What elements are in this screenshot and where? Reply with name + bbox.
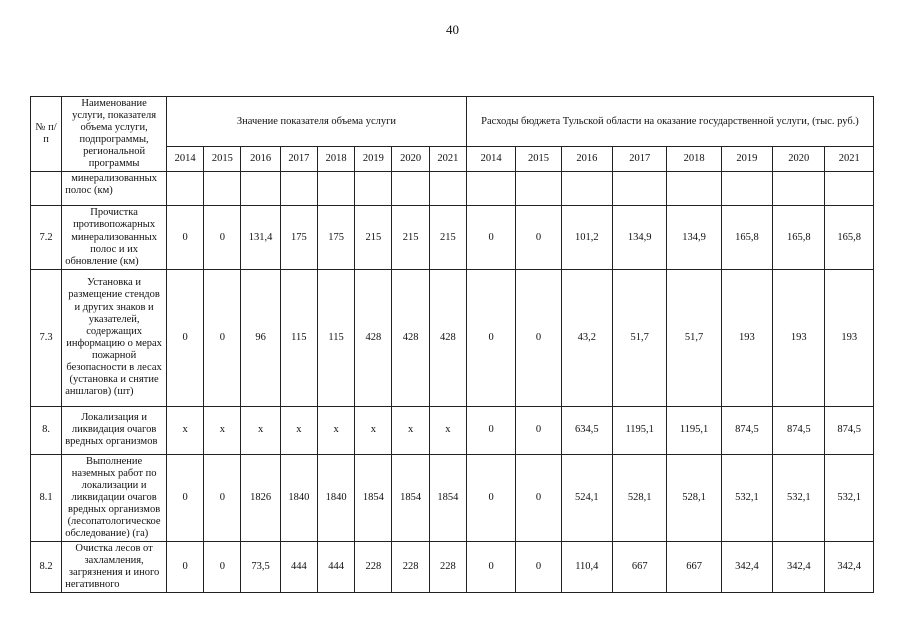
- volume-value-cell: х: [392, 406, 429, 454]
- volume-value-cell: 1854: [429, 454, 466, 541]
- volume-value-cell: 115: [317, 269, 354, 406]
- volume-value-cell: 0: [204, 206, 241, 269]
- volume-value-cell: х: [355, 406, 392, 454]
- budget-value-cell: 532,1: [721, 454, 772, 541]
- budget-value-cell: 667: [613, 542, 667, 593]
- volume-value-cell: 0: [166, 454, 203, 541]
- header-budget-year: 2019: [721, 147, 772, 172]
- budget-value-cell: 342,4: [773, 542, 825, 593]
- volume-value-cell: 428: [392, 269, 429, 406]
- budget-value-cell: 524,1: [561, 454, 612, 541]
- data-table: [30, 96, 874, 593]
- volume-value-cell: 428: [355, 269, 392, 406]
- budget-value-cell: 342,4: [825, 542, 874, 593]
- budget-value-cell: 0: [466, 542, 515, 593]
- volume-value-cell: [241, 172, 280, 206]
- budget-value-cell: 532,1: [773, 454, 825, 541]
- page-number: 40: [446, 22, 459, 37]
- volume-value-cell: [204, 172, 241, 206]
- volume-value-cell: [280, 172, 317, 206]
- header-volume-group: Значение показателя объема услуги: [166, 97, 466, 147]
- budget-value-cell: 342,4: [721, 542, 772, 593]
- budget-value-cell: [825, 172, 874, 206]
- volume-value-cell: 1840: [317, 454, 354, 541]
- budget-value-cell: 0: [516, 269, 561, 406]
- budget-value-cell: [721, 172, 772, 206]
- header-volume-year: 2018: [317, 147, 354, 172]
- budget-value-cell: 134,9: [667, 206, 721, 269]
- volume-value-cell: 215: [355, 206, 392, 269]
- volume-value-cell: 1854: [392, 454, 429, 541]
- volume-value-cell: х: [204, 406, 241, 454]
- budget-value-cell: 667: [667, 542, 721, 593]
- volume-value-cell: 228: [392, 542, 429, 593]
- volume-value-cell: [166, 172, 203, 206]
- row-name: Выполнение наземных работ по локализации и ликвидации очагов вредных организмов (лесопатологическое обследование) (га): [62, 454, 167, 541]
- row-number: 8.1: [31, 454, 62, 541]
- header-num: № п/п: [31, 97, 62, 172]
- volume-value-cell: 215: [392, 206, 429, 269]
- budget-value-cell: [613, 172, 667, 206]
- table-row: [31, 206, 874, 269]
- volume-value-cell: 215: [429, 206, 466, 269]
- volume-value-cell: 0: [204, 542, 241, 593]
- header-volume-year: 2016: [241, 147, 280, 172]
- volume-value-cell: 228: [429, 542, 466, 593]
- budget-value-cell: 0: [516, 206, 561, 269]
- row-name: Прочистка противопожарных минерализованных полос и их обновление (км): [62, 206, 167, 269]
- volume-value-cell: 175: [280, 206, 317, 269]
- header-budget-year: 2015: [516, 147, 561, 172]
- volume-value-cell: 175: [317, 206, 354, 269]
- budget-value-cell: 532,1: [825, 454, 874, 541]
- volume-value-cell: х: [166, 406, 203, 454]
- volume-value-cell: [317, 172, 354, 206]
- budget-value-cell: 528,1: [667, 454, 721, 541]
- budget-value-cell: 51,7: [667, 269, 721, 406]
- budget-value-cell: [561, 172, 612, 206]
- table-row: [31, 172, 874, 206]
- row-name: минерализованных полос (км): [62, 172, 167, 206]
- budget-value-cell: [667, 172, 721, 206]
- volume-value-cell: 96: [241, 269, 280, 406]
- budget-value-cell: 874,5: [825, 406, 874, 454]
- header-volume-year: 2015: [204, 147, 241, 172]
- volume-value-cell: [355, 172, 392, 206]
- budget-value-cell: 165,8: [825, 206, 874, 269]
- row-number: [31, 172, 62, 206]
- volume-value-cell: 444: [280, 542, 317, 593]
- budget-value-cell: 193: [721, 269, 772, 406]
- header-volume-year: 2014: [166, 147, 203, 172]
- budget-value-cell: [466, 172, 515, 206]
- header-volume-year: 2017: [280, 147, 317, 172]
- budget-value-cell: 51,7: [613, 269, 667, 406]
- volume-value-cell: 0: [166, 269, 203, 406]
- volume-value-cell: 0: [166, 542, 203, 593]
- table-body: [31, 172, 874, 593]
- row-number: 7.3: [31, 269, 62, 406]
- volume-value-cell: 131,4: [241, 206, 280, 269]
- budget-value-cell: 874,5: [721, 406, 772, 454]
- row-number: 8.: [31, 406, 62, 454]
- header-budget-group: Расходы бюджета Тульской области на оказание государственной услуги, (тыс. руб.): [466, 97, 873, 147]
- header-budget-year: 2016: [561, 147, 612, 172]
- volume-value-cell: 1840: [280, 454, 317, 541]
- budget-value-cell: 193: [773, 269, 825, 406]
- budget-value-cell: 1195,1: [613, 406, 667, 454]
- header-budget-year: 2020: [773, 147, 825, 172]
- budget-value-cell: [773, 172, 825, 206]
- table-row: [31, 269, 874, 406]
- header-budget-year: 2017: [613, 147, 667, 172]
- volume-value-cell: х: [317, 406, 354, 454]
- header-budget-year: 2018: [667, 147, 721, 172]
- header-budget-year: 2021: [825, 147, 874, 172]
- volume-value-cell: 444: [317, 542, 354, 593]
- budget-value-cell: 101,2: [561, 206, 612, 269]
- volume-value-cell: 428: [429, 269, 466, 406]
- volume-value-cell: 115: [280, 269, 317, 406]
- budget-value-cell: 0: [466, 454, 515, 541]
- budget-value-cell: 0: [466, 269, 515, 406]
- volume-value-cell: 228: [355, 542, 392, 593]
- budget-value-cell: 0: [516, 406, 561, 454]
- volume-value-cell: [392, 172, 429, 206]
- row-number: 8.2: [31, 542, 62, 593]
- budget-value-cell: 0: [516, 454, 561, 541]
- volume-value-cell: х: [280, 406, 317, 454]
- budget-value-cell: 0: [466, 406, 515, 454]
- budget-value-cell: 134,9: [613, 206, 667, 269]
- budget-value-cell: 165,8: [721, 206, 772, 269]
- volume-value-cell: 1826: [241, 454, 280, 541]
- header-budget-year: 2014: [466, 147, 515, 172]
- budget-value-cell: 193: [825, 269, 874, 406]
- budget-value-cell: 165,8: [773, 206, 825, 269]
- volume-value-cell: х: [241, 406, 280, 454]
- row-name: Очистка лесов от захламления, загрязнения и иного негативного: [62, 542, 167, 593]
- row-name: Локализация и ликвидация очагов вредных организмов: [62, 406, 167, 454]
- budget-value-cell: 43,2: [561, 269, 612, 406]
- budget-value-cell: 110,4: [561, 542, 612, 593]
- budget-value-cell: 874,5: [773, 406, 825, 454]
- row-name: Установка и размещение стендов и других знаков и указателей, содержащих информацию о мерах пожарной безопасности в лесах (установка и снятие аншлагов) (шт): [62, 269, 167, 406]
- header-volume-year: 2019: [355, 147, 392, 172]
- volume-value-cell: 0: [204, 269, 241, 406]
- row-number: 7.2: [31, 206, 62, 269]
- volume-value-cell: 1854: [355, 454, 392, 541]
- header-name: Наименование услуги, показателя объема услуги, подпрограммы, региональной программы: [62, 97, 167, 172]
- budget-value-cell: 634,5: [561, 406, 612, 454]
- volume-value-cell: 0: [204, 454, 241, 541]
- budget-value-cell: 0: [466, 206, 515, 269]
- table-row: [31, 542, 874, 593]
- volume-value-cell: х: [429, 406, 466, 454]
- budget-value-cell: 1195,1: [667, 406, 721, 454]
- table-row: [31, 406, 874, 454]
- budget-value-cell: 0: [516, 542, 561, 593]
- volume-value-cell: 73,5: [241, 542, 280, 593]
- budget-value-cell: 528,1: [613, 454, 667, 541]
- header-volume-year: 2021: [429, 147, 466, 172]
- volume-value-cell: [429, 172, 466, 206]
- table-row: [31, 454, 874, 541]
- header-volume-year: 2020: [392, 147, 429, 172]
- volume-value-cell: 0: [166, 206, 203, 269]
- header-row-groups: [31, 97, 874, 147]
- budget-value-cell: [516, 172, 561, 206]
